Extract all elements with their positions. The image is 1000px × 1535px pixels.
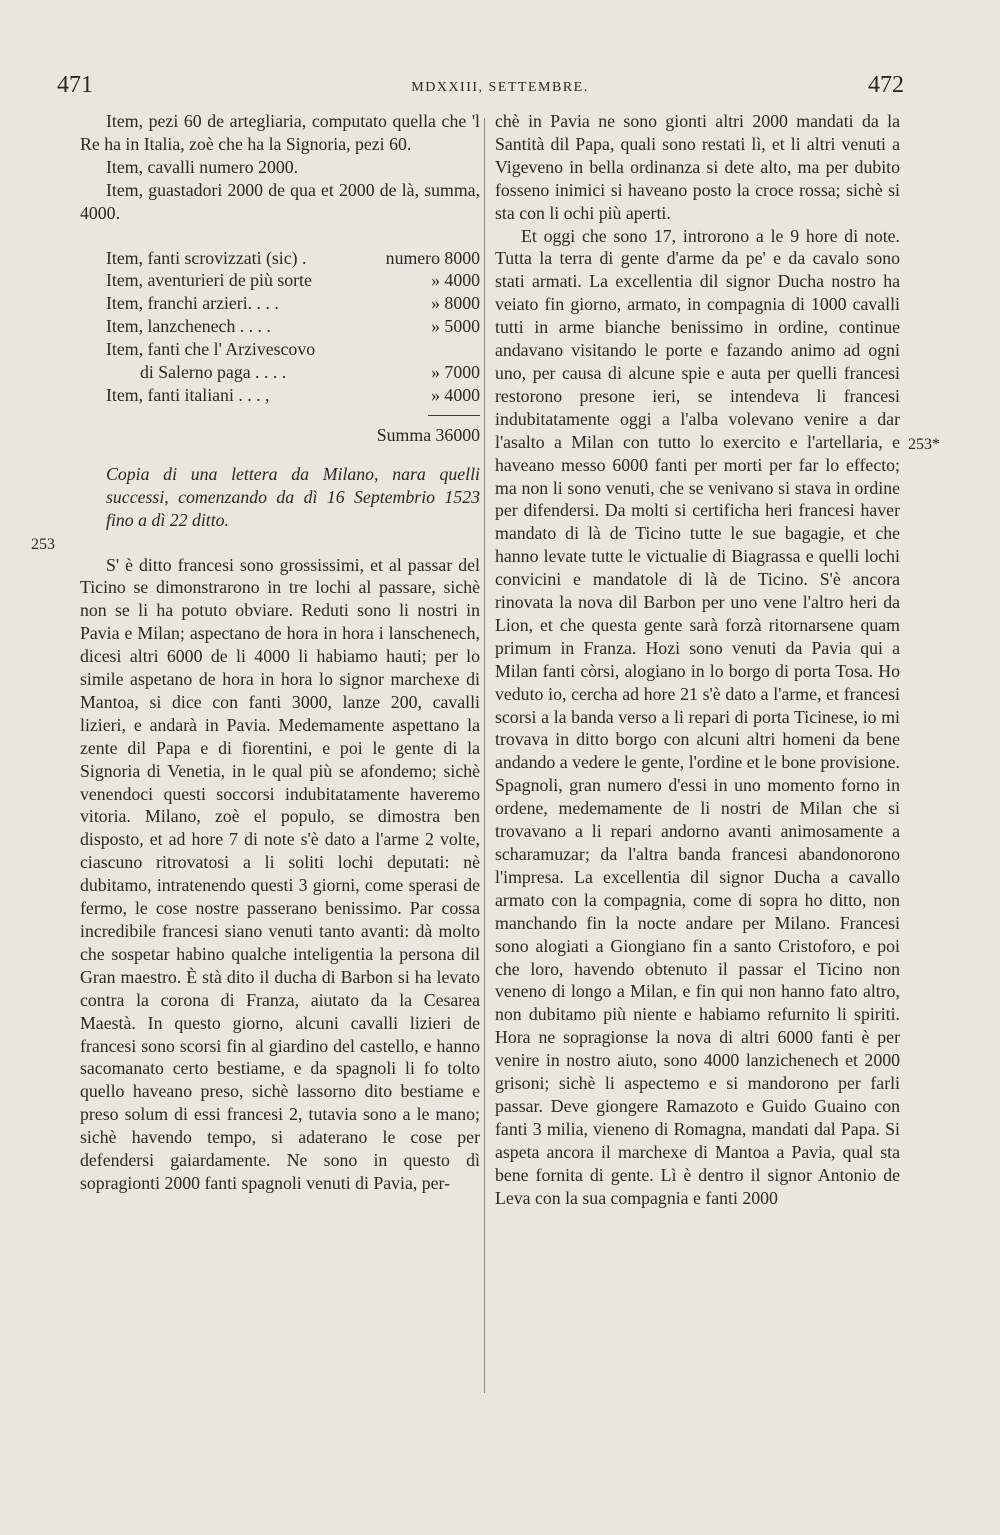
- item-label: Item, franchi arzieri. . . .: [106, 293, 279, 314]
- list-item: [80, 338, 480, 361]
- item-label: Item, fanti scrovizzati (sic) .: [106, 247, 307, 268]
- list-item: [80, 384, 480, 407]
- item-label: Item, aventurieri de più sorte: [106, 270, 312, 291]
- body-paragraph: chè in Pavia ne sono gionti altri 2000 mandati da la Santità dil Papa, quali sono restati lì, et li altri venuti a Vigeveno in bella ordinanza si dete alto, ma per dubito fosseno inimici si haveano posto la croce rossa; sichè si sta con li ochi più aperti.: [495, 111, 900, 223]
- right-column: [495, 110, 900, 1210]
- intro-paragraph: Item, cavalli numero 2000.: [106, 156, 299, 177]
- item-label: Item, fanti italiani . . . ,: [106, 384, 270, 405]
- intro-paragraph: Item, pezi 60 de artegliaria, computato quella che 'l Re ha in Italia, zoè che ha la Signoria, pezi 60.: [80, 111, 480, 154]
- list-item: [80, 361, 480, 384]
- items-list: [80, 247, 480, 407]
- body-paragraph: S' è ditto francesi sono grossissimi, et al passar del Ticino se dimonstrarono in tre lochi al passare, sichè non se li ha potuto obviare. Reduti sono li nostri in Pavia e Milan; aspectano de hora in hora i lanschenech, dicesi altri 6000 de li 4000 li habiamo hauti; per lo simile aspetano de hora in hora lo signor marchexe di Mantoa, si dice con fanti 3000, lanze 200, cavalli lizieri, e andarà in Pavia. Medemamente aspettano la zente dil Papa e di fiorentini, e poi le gente di la Signoria di Venetia, in le qual più se afondemo; sichè venendoci questi soccorsi indubitatamente haveremo vitoria. Milano, zoè el populo, se dimostra ben disposto, et ad hore 7 di note s'è dato a l'arme 2 volte, ciascuno ritrovatosi a li soliti lochi deputati: nè dubitamo, intratenendo questi 3 giorni, come sperasi de fermo, le cose nostre passerano benissimo. Par cossa incredibile francesi siano venuti tanto avanti: dà molto che sospetar habino qualche inteligentia la persona dil Gran maestro. È stà dito il ducha di Barbon si ha levato contra la corona di Franza, aiutato da la Cesarea Maestà. In questo giorno, alcuni cavalli lizieri de francesi sono scorsi fin al giardino del castello, e hanno sacomanato certo bestiame, e da spagnoli li fo tolto quello haveano preso, sichè lassorno dito bestiame e preso solum di essi francesi 2, tutavia sono a le mano; sichè havendo tempo, si adaterano le cose per defendersi gaiardamente. Ne sono in questo dì sopragionti 2000 fanti spagnoli venuti di Pavia, per-: [80, 554, 480, 1193]
- list-item: [80, 292, 480, 315]
- item-value: » 4000: [431, 270, 480, 291]
- list-item: [80, 247, 480, 270]
- item-value: » 7000: [431, 362, 480, 383]
- running-head: MDXXIII, SETTEMBRE.: [411, 80, 589, 95]
- sum-rule: [428, 415, 480, 416]
- item-label: di Salerno paga . . . .: [140, 362, 287, 383]
- column-divider: [484, 118, 485, 1393]
- item-value: » 5000: [431, 316, 480, 337]
- right-page-number: 472: [868, 72, 904, 98]
- left-column: [80, 110, 480, 1195]
- list-item: [80, 269, 480, 292]
- item-value: » 8000: [431, 293, 480, 314]
- item-value: » 4000: [431, 384, 480, 405]
- margin-note-right: 253*: [908, 436, 940, 453]
- body-paragraph: Et oggi che sono 17, introrono a le 9 hore di note. Tutta la terra di gente d'arme da pe' e da cavalo sono stati armati. La excellentia dil signor Ducha nostro ha veiato fin giorno, armato, in compagnia di 1000 cavalli tutti in arme bianche benissimo in ordine, continue andavano visitando le porte e fazando animo ad ogni uno, per causa di alcune spie e auta per quelli francesi restorono presone ieri, se intendeva li francesi indubitatamente oggi a l'alba volevano venire a dar l'asalto a Milan con tutto lo exercito e l'artellaria, e haveano messo 6000 fanti per morti per far lo effecto; ma non li sono venuti, che se venivano si stava in ordine per difendersi. Da molti si certificha heri francesi haver mandato di là de Ticino tutte le sue bagagie, et che hanno levate tutte le victualie di Biagrassa e quelli lochi convicini e mandatole di là de Ticino. S'è ancora rinovata la nova dil Barbon per uno vene l'altro heri da Lion, et che questa gente sarà forzà ritornarsene quam primum in Franza. Hozi sono venuti da Pavia qui a Milan fanti còrsi, alogiano in lo borgo di porta Tosa. Ho veduto io, cercha ad hore 21 s'è dato a l'arme, et francesi scorsi a la banda verso a li repari di porta Ticinese, io mi trovava in ditto borgo con alcuni altri homeni da bene andando a vedere le gente, l'ordine et le bone provisione. Spagnoli, gran numero d'essi in uno momento forno in ordene, medemamente de li nostri de Milan che si trovavano a li repari andorno avanti animosamente a scharamuzar; da l'altra banda francesi abandonorono l'impresa. La excellentia dil signor Ducha a cavallo armato con la compagnia, come di sopra ho ditto, non manchando fin la nocte andare per Milano. Francesi sono alogiati a Giongiano fin a santo Cristoforo, e poi che loro, havendo obtenuto il passar el Ticino non veneno di longo a Milan, e fin qui non hanno fato altro, non dubitamo più niente e habiamo refurnito li spiriti. Hora ne sopragionse la nova di altri 6000 fanti è per venire in nostro aiuto, sono 4000 lanzichenech et 2000 grisoni; sichè li aspectemo e si mandorono per farli passar. Deve giongere Ramazoto e Guido Guaino con fanti 3 milia, vieneno di Romagna, mandati dal Papa. Si aspeta ancora il marchexe di Mantoa a Pavia, qual sta bene fornita di gente. Lì è dentro il signor Antonio de Leva con la sua compagnia e fanti 2000: [495, 225, 900, 1208]
- margin-note-left: 253: [31, 536, 55, 553]
- letter-heading: Copia di una lettera da Milano, nara quelli successi, comenzando da dì 16 Septembrio 1523 fino a dì 22 ditto.: [106, 463, 480, 530]
- item-value: numero 8000: [385, 247, 480, 268]
- list-item: [80, 315, 480, 338]
- item-label: Item, fanti che l' Arzivescovo: [106, 339, 316, 360]
- intro-paragraph: Item, guastadori 2000 de qua et 2000 de là, summa, 4000.: [80, 179, 480, 223]
- item-value: [360, 338, 480, 361]
- left-page-number: 471: [57, 72, 93, 98]
- summa-total: Summa 36000: [376, 424, 480, 445]
- item-label: Item, lanzchenech . . . .: [106, 316, 271, 337]
